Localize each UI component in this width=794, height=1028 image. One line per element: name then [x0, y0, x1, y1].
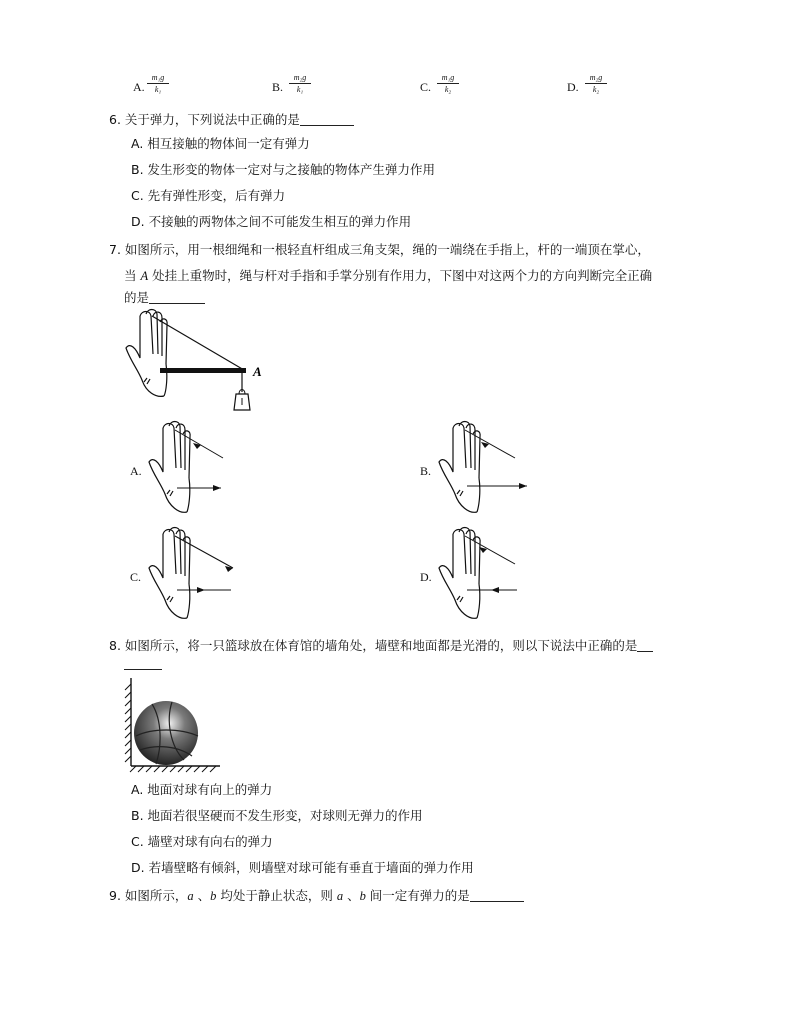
answer-blank[interactable] — [637, 639, 653, 652]
q6-option-a: A. 相互接触的物体间一定有弹力 — [131, 136, 310, 151]
answer-blank[interactable] — [470, 889, 524, 902]
arrow-icon — [213, 485, 221, 491]
q5-option-d-label: D. — [567, 80, 579, 94]
arrow-icon — [491, 587, 499, 593]
q7-option-c-label: C. — [130, 570, 142, 584]
q7-stem-line1: 7. 如图所示，用一根细绳和一根轻直杆组成三角支架，绳的一端绕在手指上，杆的一端顶在掌心， — [109, 242, 650, 257]
q7-option-d-label: D. — [420, 570, 432, 584]
q8-option-a: A. 地面对球有向上的弹力 — [131, 782, 273, 797]
wall-hatch — [125, 684, 131, 762]
q5-option-c-label: C. — [420, 80, 432, 94]
q5-option-d-fraction: $\frac{\text{m₂g}}{\text{k₂}}$ — [585, 73, 607, 94]
q7-option-a-figure — [145, 418, 230, 518]
q6-stem: 6. 关于弹力，下列说法中正确的是 — [109, 110, 354, 128]
answer-blank[interactable] — [300, 113, 354, 126]
q7-option-b-label: B. — [420, 464, 432, 478]
q7-option-c-figure — [145, 524, 240, 624]
rod — [160, 368, 246, 373]
q5-option-b-fraction: $\frac{\text{m₂g}}{\text{k₁}}$ — [289, 73, 311, 94]
arrow-icon — [197, 587, 205, 593]
floor-hatch — [130, 766, 216, 772]
q9-stem: 9. 如图所示，a 、b 均处于静止状态，则 a 、b 间一定有弹力的是 — [109, 886, 524, 904]
q7-option-d-figure — [435, 524, 525, 624]
arrow-icon — [519, 483, 527, 489]
q8-stem-line2 — [124, 656, 162, 671]
q8-option-b: B. 地面若很坚硬而不发生形变，对球则无弹力的作用 — [131, 808, 423, 823]
q6-option-d: D. 不接触的两物体之间不可能发生相互的弹力作用 — [131, 214, 412, 229]
answer-blank-continued[interactable] — [124, 657, 162, 670]
q6-option-b: B. 发生形变的物体一定对与之接触的物体产生弹力作用 — [131, 162, 436, 177]
q8-option-c: C. 墙壁对球有向右的弹力 — [131, 834, 273, 849]
q7-main-figure — [120, 308, 280, 418]
q8-basketball-figure — [122, 676, 222, 772]
q8-option-d: D. 若墙壁略有倾斜，则墙壁对球可能有垂直于墙面的弹力作用 — [131, 860, 474, 875]
q7-option-b-figure — [435, 418, 535, 518]
hand-icon — [126, 310, 167, 397]
answer-blank[interactable] — [149, 291, 205, 304]
q7-option-a-label: A. — [130, 464, 142, 478]
q5-option-c-fraction: $\frac{\text{m₁g}}{\text{k₂}}$ — [437, 73, 459, 94]
q7-stem-line2: 当 A 处挂上重物时，绳与杆对手指和手掌分别有作用力，下图中对这两个力的方向判断完全正确 — [124, 268, 653, 283]
q7-stem-line3: 的是 — [124, 288, 205, 306]
point-a-label: A — [253, 364, 262, 379]
q8-stem-line1: 8. 如图所示，将一只篮球放在体育馆的墙角处，墙壁和地面都是光滑的，则以下说法中正确的是 — [109, 636, 653, 654]
q5-option-b-label: B. — [272, 80, 284, 94]
q5-option-a-fraction: $\frac{\text{m₁g}}{\text{k₁}}$ — [147, 73, 169, 94]
q5-option-a-label: A. — [133, 80, 145, 94]
q6-option-c: C. 先有弹性形变，后有弹力 — [131, 188, 286, 203]
